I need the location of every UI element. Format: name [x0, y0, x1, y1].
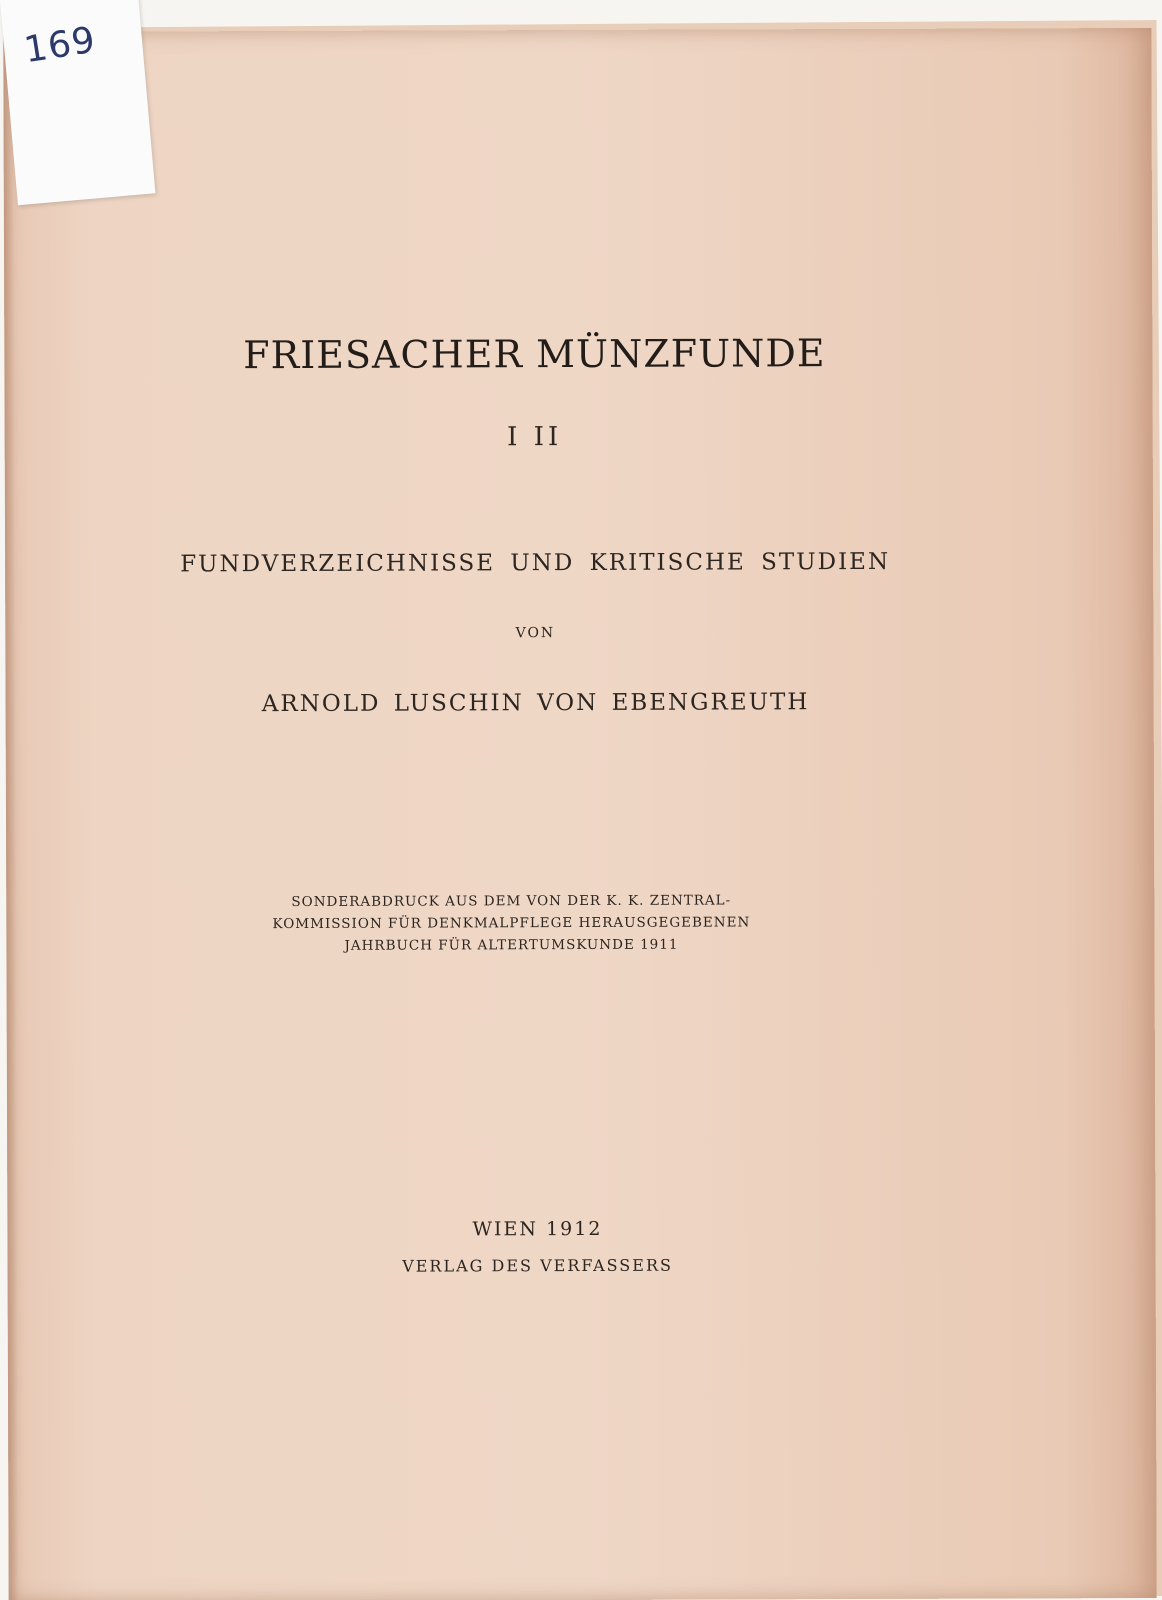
title-page — [3, 28, 1156, 1600]
publisher: VERLAG DES VERFASSERS — [402, 1255, 673, 1276]
book-subtitle: FUNDVERZEICHNISSE UND KRITISCHE STUDIEN — [180, 548, 891, 578]
place-year: WIEN 1912 — [472, 1217, 603, 1241]
author-name: ARNOLD LUSCHIN VON EBENGREUTH — [261, 689, 810, 718]
by-line: VON — [515, 625, 556, 642]
book-title: FRIESACHER MÜNZFUNDE — [243, 331, 826, 378]
inventory-label — [0, 0, 155, 205]
note-line: JAHRBUCH FÜR ALTERTUMSKUNDE 1911 — [344, 936, 679, 954]
inventory-number: 169 — [21, 19, 99, 72]
note-line: KOMMISSION FÜR DENKMALPFLEGE HERAUSGEGEBENEN — [272, 914, 751, 933]
offprint-note — [246, 889, 776, 957]
volume-numbers: I II — [507, 422, 563, 453]
page-edge — [3, 32, 18, 1600]
note-line: SONDERABDRUCK AUS DEM VON DER K. K. ZENTRAL- — [291, 892, 732, 911]
